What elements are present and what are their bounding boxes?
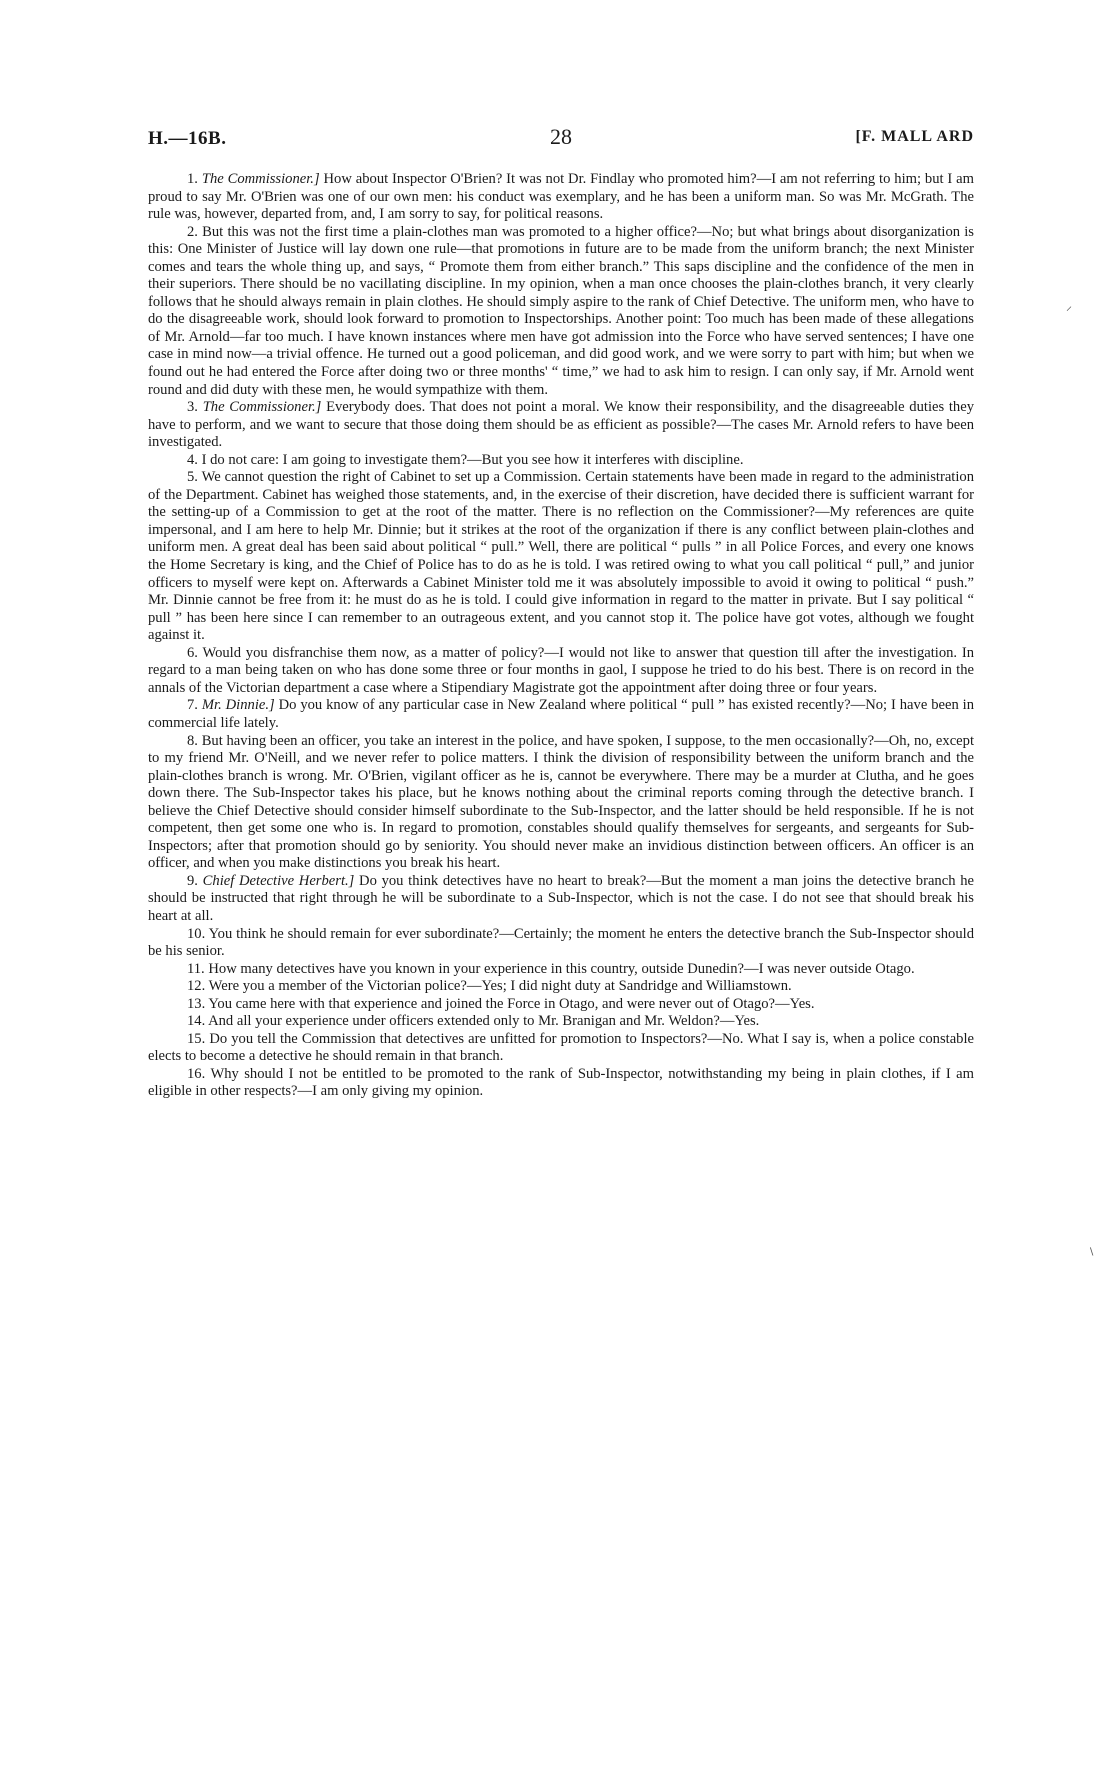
paragraph-number: 10. [187, 925, 206, 942]
paragraph-number: 1. [187, 171, 198, 187]
paragraph-text: Why should I not be entitled to be promoted to the rank of Sub-Inspector, notwithstanding my being in plain clothes, if I am eligible in other respects?—I am only giving my opinion. [148, 1065, 974, 1100]
paragraph [148, 961, 974, 979]
page-header [148, 124, 974, 158]
paragraph-text: Everybody does. That does not point a moral. We know their responsibility, and the disagreeable duties they have to perform, and we want to secure that those doing them should be as efficient as possible?—The cases Mr. Arnold refers to have been investigated. [148, 399, 975, 451]
paragraph-text: But having been an officer, you take an interest in the police, and have spoken, I suppose, to the men occasionally?—Oh, no, except to my friend Mr. O'Neill, and we never refer to police matters. I think the division of responsibility between the uniform branch and the plain-clothes branch is wrong. Mr. O'Brien, vigilant officer as he is, cannot be everywhere. There may be a murder at Clutha, and he goes down there. The Sub-Inspector takes his place, but he knows nothing about the criminal reports coming through the detective branch. I believe the Chief Detective should consider himself subordinate to the Sub-Inspector, and the latter should be held responsible. If he is not competent, then get some one who is. In regard to promotion, constables should qualify themselves for sergeants, and sergeants for Sub-Inspectors; after that promotion should go by seniority. You should never make an invidious distinction between officers. An officer is an officer, and when you make distinctions you break his heart. [148, 732, 975, 872]
paragraph-number: 14. [187, 1013, 206, 1030]
paragraph-number: 12. [187, 978, 206, 995]
paragraph [148, 469, 974, 644]
paragraph-text: You think he should remain for ever subordinate?—Certainly; the moment he enters the detective branch the Sub-Inspector should be his senior. [148, 925, 974, 960]
speaker-label: The Commissioner.] [201, 171, 320, 187]
paragraph [148, 978, 974, 996]
margin-mark: ∖ [1088, 1247, 1095, 1258]
speaker-label: The Commissioner.] [202, 399, 322, 416]
paragraph [148, 1031, 974, 1066]
paragraph-number: 2. [187, 223, 198, 240]
paragraph-text: We cannot question the right of Cabinet to set up a Commission. Certain statements have been made in regard to the administration of the Department. Cabinet has weighed those statements, and, in the exercise of their discretion, have decided there is sufficient warrant for the setting-up of a Commission to get at the root of the matter. There is no reflection on the Commissioner?—My references are quite impersonal, and I am here to help Mr. Dinnie; but it strikes at the root of the organization if there is any conflict between plain-clothes and uniform men. A great deal has been said about political “ pull.” Well, there are political “ pulls ” in all Police Forces, and every one knows the Home Secretary is king, and the Chief of Police has to do as he is told. I was retired owing to what you call political “ pull,” and junior officers to myself were kept on. Afterwards a Cabinet Minister told me it was absolutely impossible to avoid it owing to political “ push.” Mr. Dinnie cannot be free from it: he must do as he is told. I could give information in regard to the matter in private. But I say political “ pull ” has been here since I can remember to an outrageous extent, and you cannot stop it. The police have got votes, although we fought against it. [148, 469, 974, 644]
paragraph-number: 7. [187, 697, 198, 714]
paragraph-number: 15. [187, 1030, 206, 1047]
paragraph-text: Do you know of any particular case in New Zealand where political “ pull ” has existed recently?—No; I have been in commercial life lately. [148, 697, 975, 731]
paragraph-text: How many detectives have you known in your experience in this country, outside Dunedin?—I was never outside Otago. [208, 960, 915, 977]
paragraph [148, 873, 974, 926]
paragraph [148, 697, 974, 732]
paragraph [148, 996, 974, 1014]
paragraph-text: Do you think detectives have no heart to break?—But the moment a man joins the detective branch he should be instructed that right through he will be subordinate to a Sub-Inspector, which is not the case. I do not see that should break his heart at all. [148, 872, 974, 924]
paragraph-text: You came here with that experience and joined the Force in Otago, and were never out of Otago?—Yes. [208, 995, 815, 1012]
paragraph [148, 399, 974, 452]
speaker-label: Chief Detective Herbert.] [202, 872, 355, 889]
paragraph-text: And all your experience under officers extended only to Mr. Branigan and Mr. Weldon?—Yes. [208, 1013, 760, 1030]
paragraph [148, 171, 974, 224]
paragraph [148, 645, 974, 698]
paragraph-text: Would you disfranchise them now, as a matter of policy?—I would not like to answer that question till after the investigation. In regard to a man being taken on who has done some three or four months in gaol, I suppose he tried to do his best. There is on record in the annals of the Victorian department a case where a Stipendiary Magistrate got the appointment after doing three or four years. [148, 644, 974, 696]
paragraph [148, 224, 974, 399]
paragraph-text: How about Inspector O'Brien? It was not Dr. Findlay who promoted him?—I am not referring to him; but I am proud to say Mr. O'Brien was one of our own men: his conduct was exemplary, and he has been a uniform man. So was Mr. McGrath. The rule was, however, departed from, and, I am sorry to say, for political reasons. [148, 171, 974, 223]
document-reference: H.—16B. [148, 128, 227, 149]
paragraph [148, 1066, 974, 1101]
paragraph-number: 11. [187, 960, 205, 977]
paragraph-text: But this was not the first time a plain-clothes man was promoted to a higher office?—No; but what brings about disorganization is this: One Minister of Justice will lay down one rule—that promotions in future are to be made from the uniform branch; the next Minister comes and tears the whole thing up, and says, “ Promote them from either branch.” This saps discipline and the confidence of the men in their superiors. There should be no vacillating discipline. In my opinion, when a man once chooses the plain-clothes branch, it very clearly follows that he should always remain in plain clothes. He should simply aspire to the rank of Chief Detective. The uniform men, who have to do the disagreeable work, should look forward to promotion to Inspectorships. Another point: Too much has been made of these allegations of Mr. Arnold—far too much. I have known instances where men have got admission into the Force who have served sentences; I have one case in mind now—a trivial offence. He turned out a good policeman, and did good work, and we were sorry to part with him; but when we found out he had entered the Force after doing two or three months' “ time,” we had to ask him to resign. I can only say, if Mr. Arnold went round and did duty with these men, he would sympathize with them. [148, 223, 974, 398]
paragraph-number: 5. [187, 469, 198, 486]
margin-mark: ⸍ [1066, 304, 1073, 318]
paragraph-text: I do not care: I am going to investigate them?—But you see how it interferes with discipline. [201, 451, 744, 468]
witness-name: [F. MALL ARD [855, 128, 974, 145]
paragraph-number: 3. [187, 399, 198, 416]
paragraph-text: Do you tell the Commission that detectives are unfitted for promotion to Inspectors?—No. What I say is, when a police constable elects to become a detective he should remain in that branch. [148, 1030, 975, 1065]
paragraph-number: 13. [187, 995, 206, 1012]
paragraph [148, 926, 974, 961]
page-number: 28 [550, 124, 572, 149]
document-body [148, 171, 974, 1101]
paragraph [148, 733, 974, 873]
paragraph [148, 452, 974, 470]
paragraph-number: 6. [187, 644, 198, 661]
paragraph-text: Were you a member of the Victorian police?—Yes; I did night duty at Sandridge and Williamstown. [208, 978, 792, 995]
paragraph [148, 1013, 974, 1031]
paragraph-number: 9. [187, 872, 198, 889]
paragraph-number: 4. [187, 451, 198, 468]
paragraph-number: 8. [187, 732, 198, 749]
speaker-label: Mr. Dinnie.] [201, 697, 275, 714]
paragraph-number: 16. [187, 1065, 206, 1082]
